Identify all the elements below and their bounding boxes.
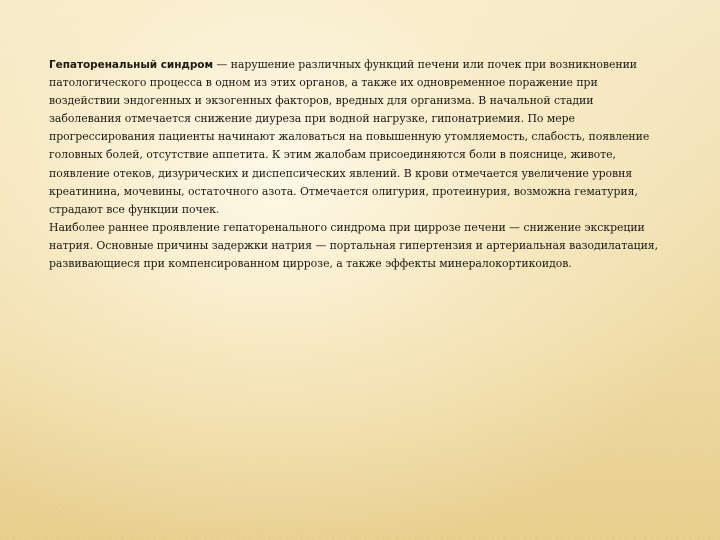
term-heading: Гепаторенальный синдром	[49, 59, 213, 71]
paragraph-sodium: Наиболее раннее проявление гепаторенального синдрома при циррозе печени — снижение экскреции натрия. Основные причины задержки натрия — портальная гипертензия и артериальная вазодилатация, развивающиеся при компенсированном циррозе, а также эффекты минералокортикоидов.	[49, 220, 659, 271]
slide-text-block	[49, 56, 659, 273]
paragraph-definition	[49, 56, 659, 219]
definition-text: — нарушение различных функций печени или почек при возникновении патологического процесса в одном из этих органов, а также их одновременное поражение при воздействии эндогенных и экзогенных факторов, вредных для организма. В начальной стадии заболевания отмечается снижение диуреза при водной нагрузке, гипонатриемия. По мере прогрессирования пациенты начинают жаловаться на повышенную утомляемость, слабость, появление головных болей, отсутствие аппетита. К этим жалобам присоединяются боли в пояснице, животе, появление отеков, дизурических и диспепсических явлений. В крови отмечается увеличение уровня креатинина, мочевины, остаточного азота. Отмечается олигурия, протеинурия, возможна гематурия, страдают все функции почек.	[49, 58, 650, 216]
